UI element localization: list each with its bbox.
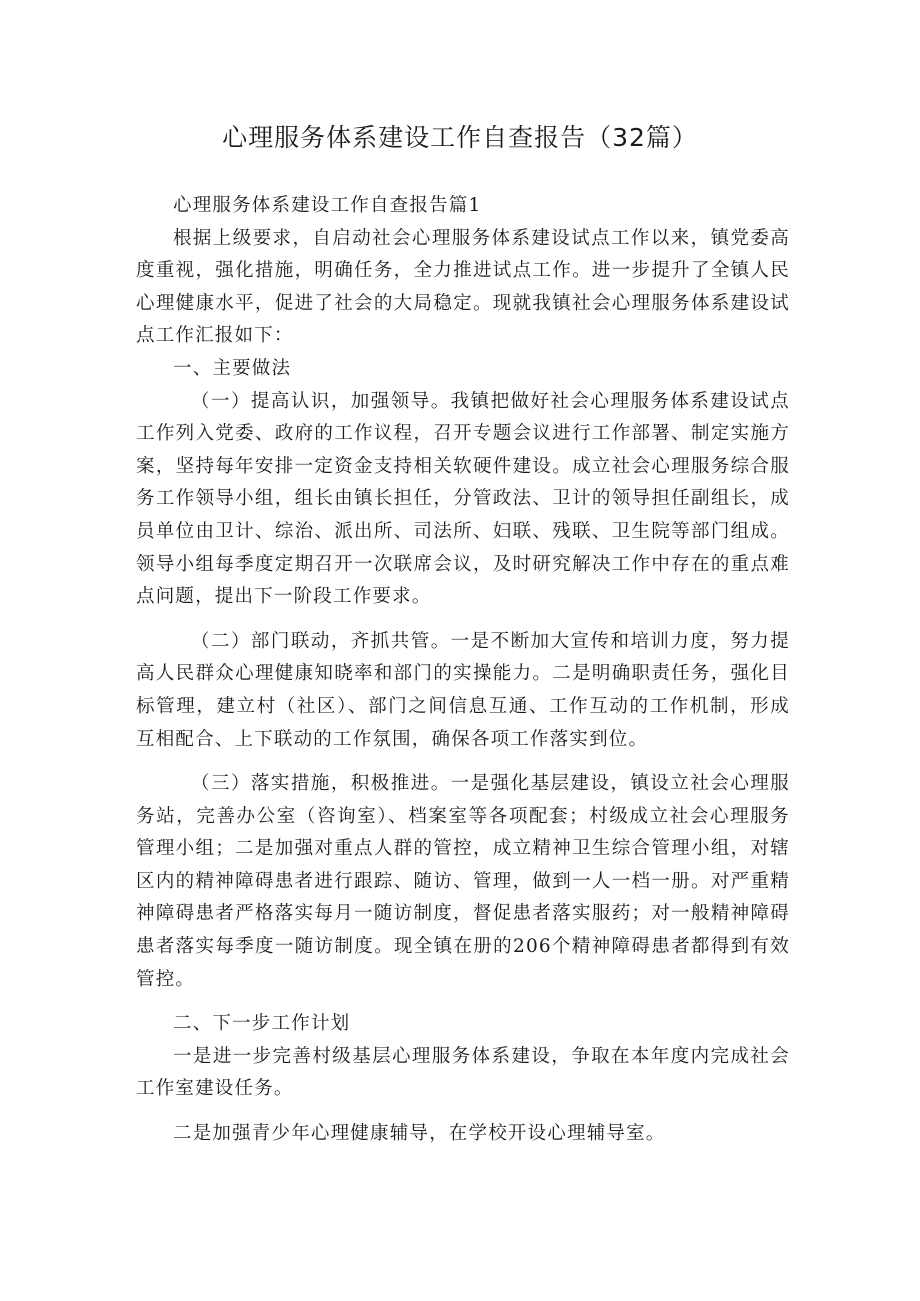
paragraph: 二是加强青少年心理健康辅导，在学校开设心理辅导室。 bbox=[173, 1123, 666, 1145]
paragraph: （三）落实措施，积极推进。一是强化基层建设，镇设立社会心理服务站，完善办公室（咨询室）、档案室等各项配套；村级成立社会心理服务管理小组；二是加强对重点人群的管控，成立精神卫生综合管理小组，对辖区内的精神障碍患者进行跟踪、随访、管理，做到一人一档一册。对严重精神障碍患者严格落实每月一随访制度，督促患者落实服药；对一般精神障碍患者落实每季度一随访制度。现全镇在册的206个精神障碍患者都得到有效管控。 bbox=[136, 773, 790, 990]
section-heading: 二、下一步工作计划 bbox=[173, 1013, 351, 1035]
paragraph: （二）部门联动，齐抓共管。一是不断加大宣传和培训力度，努力提高人民群众心理健康知晓率和部门的实操能力。二是明确职责任务，强化目标管理，建立村（社区）、部门之间信息互通、工作互动的工作机制，形成互相配合、上下联动的工作氛围，确保各项工作落实到位。 bbox=[136, 630, 790, 750]
document-title: 心理服务体系建设工作自查报告（32篇） bbox=[222, 123, 698, 152]
paragraph: 根据上级要求，自启动社会心理服务体系建设试点工作以来，镇党委高度重视，强化措施，明确任务，全力推进试点工作。进一步提升了全镇人民心理健康水平，促进了社会的大局稳定。现就我镇社会心理服务体系建设试点工作汇报如下： bbox=[136, 227, 790, 347]
section-heading: 心理服务体系建设工作自查报告篇1 bbox=[173, 195, 482, 216]
document-body bbox=[136, 190, 790, 1151]
paragraph: （一）提高认识，加强领导。我镇把做好社会心理服务体系建设试点工作列入党委、政府的工作议程，召开专题会议进行工作部署、制定实施方案，坚持每年安排一定资金支持相关软硬件建设。成立社会心理服务综合服务工作领导小组，组长由镇长担任，分管政法、卫计的领导担任副组长，成员单位由卫计、综治、派出所、司法所、妇联、残联、卫生院等部门组成。领导小组每季度定期召开一次联席会议，及时研究解决工作中存在的重点难点问题，提出下一阶段工作要求。 bbox=[136, 390, 790, 608]
paragraph: 一是进一步完善村级基层心理服务体系建设，争取在本年度内完成社会工作室建设任务。 bbox=[136, 1045, 790, 1100]
section-heading: 一、主要做法 bbox=[173, 357, 292, 379]
